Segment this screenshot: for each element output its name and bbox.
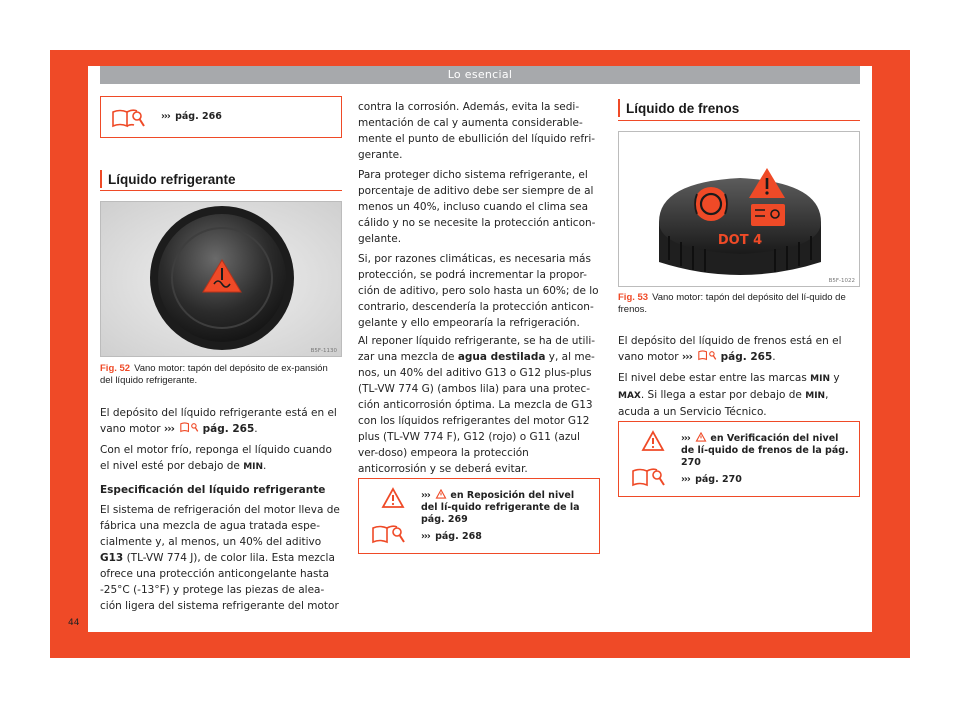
section-title-rule bbox=[100, 190, 342, 191]
figure-caption-52: Fig. 52 Vano motor: tapón del depósito de ex-pansión del líquido refrigerante. bbox=[100, 363, 328, 386]
paragraph-corrosion: contra la corrosión. Además, evita la sedi-mentación de cal y aumenta considerable-mente el punto de ebullición del líquido refri-gerante. bbox=[358, 101, 596, 161]
brake-cap-illustration bbox=[619, 132, 860, 287]
book-wrench-icon bbox=[111, 107, 145, 133]
paragraph-brake-level: El nivel debe estar entre las marcas MIN y MAX. Si llega a estar por debajo de MIN, acuda a un Servicio Técnico. bbox=[618, 372, 840, 418]
coolant-cap-illustration bbox=[101, 202, 342, 357]
min-mark: MIN bbox=[805, 391, 826, 401]
warning-reference-text[interactable]: ››› en Verificación del nivel de lí-quido de frenos de la pág. 270 bbox=[681, 433, 849, 468]
page-number: 44 bbox=[68, 618, 80, 628]
warning-reference-text[interactable]: ››› en Reposición del nivel del lí-quido refrigerante de la pág. 269 bbox=[421, 490, 580, 525]
page-link[interactable]: pág. 265 bbox=[720, 351, 773, 363]
dot-label: DOT 4 bbox=[717, 233, 763, 248]
min-mark: MIN bbox=[243, 462, 264, 472]
section-title-rule bbox=[618, 120, 860, 121]
book-reference-text[interactable]: ››› pág. 268 bbox=[421, 531, 482, 542]
figure-caption-53: Fig. 53 Vano motor: tapón del depósito del lí-quido de frenos. bbox=[618, 292, 846, 315]
figure-coolant-cap bbox=[100, 201, 342, 357]
section-title-accent bbox=[100, 170, 102, 188]
warning-reference-box bbox=[358, 478, 600, 554]
paragraph-coolant-spec: El sistema de refrigeración del motor lleva de fábrica una mezcla de agua tratada espe-cialmente y, al menos, un 40% del aditivo G13 (TL-VW 774 J), de color lila. Esta mezcla ofrece una protección anticongelante hasta -25°C (-13°F) y protege las piezas de alea-ción ligera del sistema refrigerante del motor bbox=[100, 504, 340, 612]
book-reference-text[interactable]: ››› pág. 266 bbox=[161, 111, 222, 122]
section-title-coolant: Líquido refrigerante bbox=[108, 172, 236, 187]
warning-triangle-icon bbox=[381, 487, 405, 513]
subheading-coolant-spec: Especificación del líquido refrigerante bbox=[100, 484, 326, 496]
book-reference-text[interactable]: ››› pág. 270 bbox=[681, 474, 742, 485]
max-mark: MAX bbox=[618, 391, 641, 401]
paragraph-coolant-refill: Con el motor frío, reponga el líquido cuando el nivel esté por debajo de MIN. bbox=[100, 444, 332, 472]
warning-triangle-icon bbox=[695, 432, 707, 442]
paragraph-climate: Si, por razones climáticas, es necesaria más protección, se podrá incrementar la propor-ción de aditivo, pero solo hasta un 60%; de lo contrario, descendería la protección anticon-gelante y ello empeoraría la refrigeración. bbox=[358, 253, 599, 329]
warning-reference-box bbox=[618, 421, 860, 497]
paragraph-protection: Para proteger dicho sistema refrigerante, el porcentaje de aditivo debe ser siempre de al menos un 40%, incluso cuando el clima sea cálido y no se necesite la protección anticon-gelante. bbox=[358, 169, 596, 245]
book-wrench-icon bbox=[371, 523, 405, 549]
book-wrench-icon bbox=[697, 351, 720, 363]
page-link[interactable]: pág. 265 bbox=[202, 423, 255, 435]
section-title-brake-fluid: Líquido de frenos bbox=[626, 101, 740, 116]
book-reference-box bbox=[100, 96, 342, 138]
figure-brake-fluid-cap bbox=[618, 131, 860, 287]
book-wrench-icon bbox=[179, 423, 202, 435]
paragraph-coolant-location: El depósito del líquido refrigerante está en el vano motor ››› pág. 265. bbox=[100, 407, 337, 435]
warning-triangle-icon bbox=[435, 489, 447, 499]
figure-code: B5F-1022 bbox=[828, 278, 855, 284]
min-mark: MIN bbox=[810, 374, 831, 384]
paragraph-brake-location: El depósito del líquido de frenos está en el vano motor ››› pág. 265. bbox=[618, 335, 842, 363]
book-wrench-icon bbox=[631, 466, 665, 492]
figure-code: B5F-1130 bbox=[310, 348, 337, 354]
section-title-accent bbox=[618, 99, 620, 117]
running-header: Lo esencial bbox=[100, 66, 860, 84]
warning-triangle-icon bbox=[641, 430, 665, 456]
paragraph-refill-mix: Al reponer líquido refrigerante, se ha de utili-zar una mezcla de agua destilada y, al me-nos, un 40% del aditivo G13 o G12 plus-plus (TL-VW 774 G) (ambos lila) para una protec-ción anticorrosión óptima. La mezcla de G13 con los líquidos refrigerantes del motor G12 plus (TL-VW 774 F), G12 (rojo) o G11 (azul ver-doso) empeora la protección anticorrosión y se deberá evitar. bbox=[358, 335, 596, 475]
